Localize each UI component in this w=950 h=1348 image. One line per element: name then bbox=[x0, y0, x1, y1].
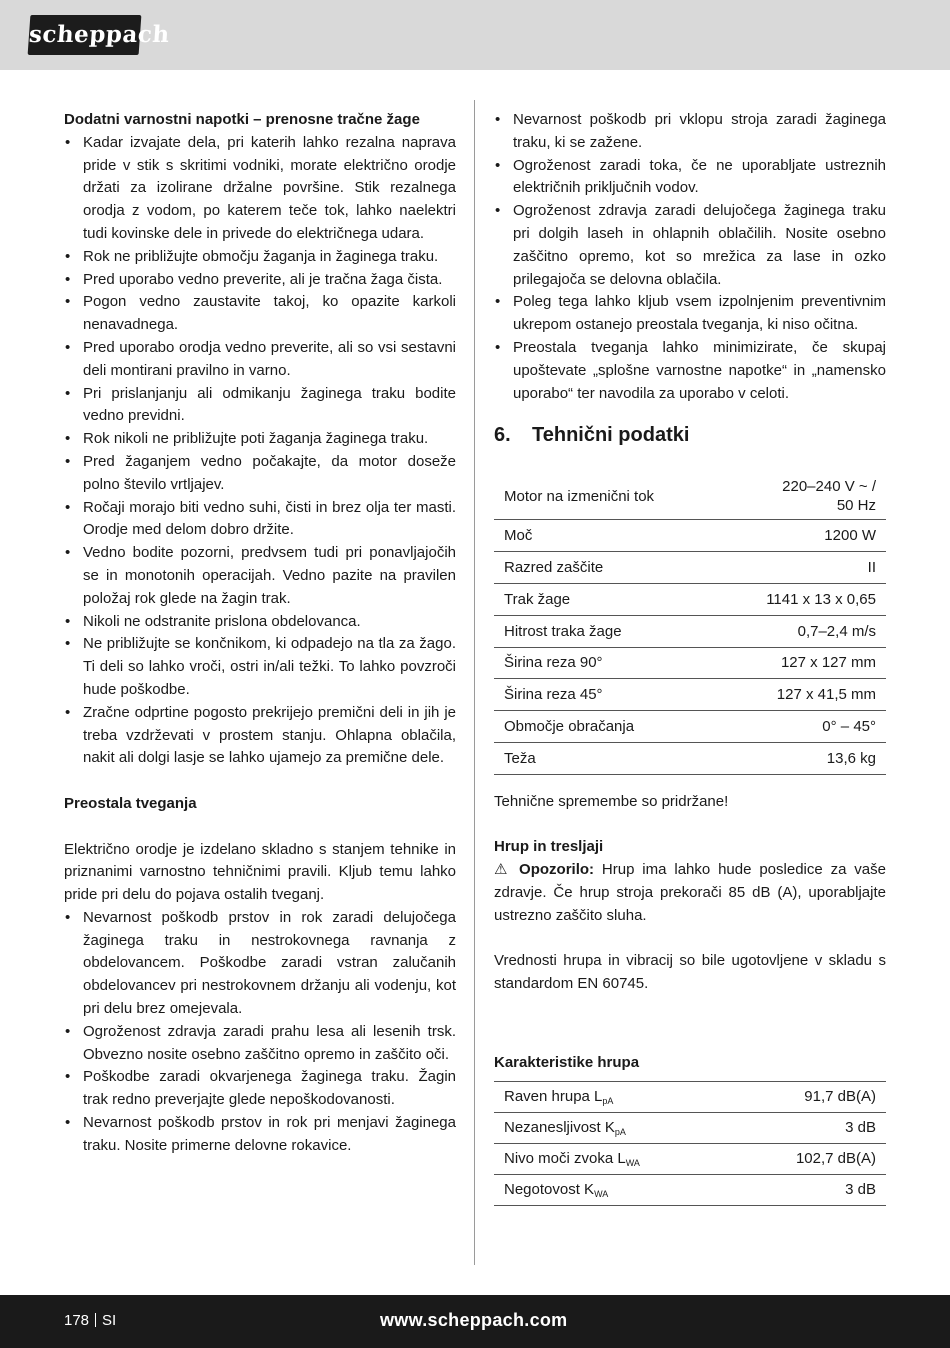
row-value: 13,6 kg bbox=[716, 742, 886, 774]
row-label bbox=[494, 1143, 733, 1174]
row-value: 1141 x 13 x 0,65 bbox=[716, 583, 886, 615]
noise-standard-text: Vrednosti hrupa in vibracij so bile ugotovljene v skladu s standardom EN 60745. bbox=[494, 952, 886, 993]
row-label bbox=[494, 1112, 733, 1143]
row-value: 102,7 dB(A) bbox=[733, 1143, 886, 1174]
list-item: • Vedno bodite pozorni, predvsem tudi pri ponavljajočih se in monotonih operacijah. Vedno pazite na pravilen položaj rok glede na žagin trak. bbox=[64, 542, 456, 610]
table-row bbox=[494, 583, 886, 615]
value-line: 220–240 V ~ / bbox=[782, 478, 876, 496]
row-label: Trak žage bbox=[494, 583, 716, 615]
row-value: 91,7 dB(A) bbox=[733, 1081, 886, 1112]
row-value: 0° – 45° bbox=[716, 711, 886, 743]
row-label: Motor na izmenični tok bbox=[494, 473, 716, 520]
row-label: Širina reza 45° bbox=[494, 679, 716, 711]
table-row bbox=[494, 473, 886, 520]
list-item: • Pogon vedno zaustavite takoj, ko opazite karkoli nenavadnega. bbox=[64, 291, 456, 337]
row-label: Območje obračanja bbox=[494, 711, 716, 743]
list-item: • Pred uporabo vedno preverite, ali je tračna žaga čista. bbox=[64, 269, 456, 292]
scheppach-logo: scheppach bbox=[28, 15, 142, 55]
table-row bbox=[494, 552, 886, 584]
row-value: 3 dB bbox=[733, 1174, 886, 1205]
row-value: 127 x 127 mm bbox=[716, 647, 886, 679]
label-text: Nivo moči zvoka L bbox=[504, 1150, 626, 1168]
row-label: Hitrost traka žage bbox=[494, 615, 716, 647]
label-text: Raven hrupa L bbox=[504, 1088, 603, 1106]
language-code: SI bbox=[102, 1312, 117, 1329]
table-row bbox=[494, 679, 886, 711]
right-column bbox=[494, 109, 886, 1206]
tech-data-heading bbox=[494, 421, 886, 449]
residual-risks-list-continued bbox=[494, 109, 886, 405]
row-value: 1200 W bbox=[716, 520, 886, 552]
label-subscript: WA bbox=[594, 1189, 609, 1200]
list-item: • Zračne odprtine pogosto prekrijejo premični deli in jih je treba vzdrževati v prostem stanju. Ohlapna oblačila, nakit ali dolgi lasje se lahko ujamejo za premične dele. bbox=[64, 702, 456, 770]
label-subscript: pA bbox=[614, 1127, 626, 1138]
row-value: II bbox=[716, 552, 886, 584]
list-item: • Ogroženost zdravja zaradi delujočega žaginega traku pri dolgih laseh in ohlapnih oblačilih. Nosite osebno zaščitno opremo, kot so mrežica za lase in ozko prilegajoča se delovna oblačila. bbox=[494, 200, 886, 291]
label-text: Negotovost K bbox=[504, 1181, 595, 1199]
divider bbox=[95, 1313, 96, 1327]
left-column bbox=[64, 109, 456, 1158]
section-title-residual-risks: Preostala tveganja bbox=[64, 794, 197, 812]
section-number: 6. bbox=[494, 424, 511, 447]
table-row bbox=[494, 615, 886, 647]
list-item: • Poleg tega lahko kljub vsem izpolnjenim preventivnim ukrepom ostanejo preostala tveganja, ki niso očitna. bbox=[494, 291, 886, 337]
list-item: • Pred uporabo orodja vedno preverite, ali so vsi sestavni deli montirani pravilno in varno. bbox=[64, 337, 456, 383]
list-item: • Pred žaganjem vedno počakajte, da motor doseže polno število vrtljajev. bbox=[64, 451, 456, 497]
label-subscript: pA bbox=[602, 1096, 614, 1107]
page-footer bbox=[0, 1295, 950, 1348]
table-row bbox=[494, 1174, 886, 1205]
noise-table bbox=[494, 1081, 886, 1206]
table-row bbox=[494, 520, 886, 552]
row-label: Širina reza 90° bbox=[494, 647, 716, 679]
list-item: • Nevarnost poškodb pri vklopu stroja zaradi žaginega traku, ki se zažene. bbox=[494, 109, 886, 155]
list-item: • Preostala tveganja lahko minimizirate, če skupaj upoštevate „splošne varnostne napotke“ in „namensko uporabo“ ter navodila za uporabo v celoti. bbox=[494, 337, 886, 405]
section-title-noise: Hrup in tresljaji bbox=[494, 838, 604, 856]
noise-warning bbox=[494, 859, 886, 927]
column-divider bbox=[474, 100, 475, 1265]
value-line: 50 Hz bbox=[836, 497, 876, 515]
row-value: 3 dB bbox=[733, 1112, 886, 1143]
residual-risks-list bbox=[64, 907, 456, 1158]
label-subscript: WA bbox=[625, 1158, 640, 1169]
website-link[interactable]: www.scheppach.com bbox=[380, 1310, 568, 1330]
row-label bbox=[494, 1174, 733, 1205]
row-value: 127 x 41,5 mm bbox=[716, 679, 886, 711]
list-item: • Ogroženost zaradi toka, če ne uporabljate ustreznih električnih priključnih vodov. bbox=[494, 155, 886, 201]
page-number-block bbox=[64, 1310, 116, 1332]
page-header bbox=[0, 0, 950, 70]
warning-triangle-icon: ⚠ bbox=[494, 861, 512, 879]
section-title-saw-safety: Dodatni varnostni napotki – prenosne tračne žage bbox=[64, 111, 420, 128]
table-row bbox=[494, 711, 886, 743]
row-value bbox=[716, 473, 886, 520]
list-item: • Pri prislanjanju ali odmikanju žaginega traku bodite vedno previdni. bbox=[64, 383, 456, 429]
row-label: Moč bbox=[494, 520, 716, 552]
table-row bbox=[494, 647, 886, 679]
list-item: • Kadar izvajate dela, pri katerih lahko rezalna naprava pride v stik s skritimi vodniki, morate električno orodje držati za izolirane držalne površine. Stik rezalnega orodja z vodom, po katerem teče tok, lahko naelektri tudi kovinske dele in privede do električnega udara. bbox=[64, 132, 456, 246]
row-value: 0,7–2,4 m/s bbox=[716, 615, 886, 647]
saw-safety-list bbox=[64, 132, 456, 770]
row-label bbox=[494, 1081, 733, 1112]
row-label: Razred zaščite bbox=[494, 552, 716, 584]
list-item: • Nevarnost poškodb prstov in rok zaradi delujočega žaginega traku in nestrokovnega ravnanja z obdelovancem. Poškodbe zaradi vstran zalučanih obdelovancev pri nestrokovnem držanju ali vodenju, kot pri delu brez omejevala. bbox=[64, 907, 456, 1021]
table-row bbox=[494, 1081, 886, 1112]
warning-text: Hrup ima lahko hude posledice za vaše zdravje. Če hrup stroja prekorači 85 dB (A), uporabljajte ustrezno zaščito sluha. bbox=[494, 861, 886, 924]
tech-note: Tehnične spremembe so pridržane! bbox=[494, 792, 729, 810]
list-item: • Nevarnost poškodb prstov in rok pri menjavi žaginega traku. Nosite primerne delovne rokavice. bbox=[64, 1112, 456, 1158]
table-row bbox=[494, 742, 886, 774]
list-item: • Rok ne približujte območju žaganja in žaginega traku. bbox=[64, 246, 456, 269]
tech-data-table bbox=[494, 473, 886, 774]
residual-risks-intro: Električno orodje je izdelano skladno s stanjem tehnike in priznanimi varnostno tehničnimi pravili. Kljub temu lahko pride pri delu do pojava ostalih tveganj. bbox=[64, 840, 456, 904]
page-number: 178 bbox=[64, 1312, 90, 1329]
list-item: • Ročaji morajo biti vedno suhi, čisti in brez olja ter masti. Orodje med delom dobro držite. bbox=[64, 497, 456, 543]
list-item: • Rok nikoli ne približujte poti žaganja žaginega traku. bbox=[64, 428, 456, 451]
table-row bbox=[494, 1112, 886, 1143]
list-item: • Ne približujte se končnikom, ki odpadejo na tla za žago. Ti deli so lahko vroči, ostri in/ali težki. To lahko povzroči hude poškodbe. bbox=[64, 633, 456, 701]
warning-label: Opozorilo: bbox=[519, 861, 595, 879]
list-item: • Nikoli ne odstranite prislona obdelovanca. bbox=[64, 611, 456, 634]
section-title: Tehnični podatki bbox=[532, 424, 690, 447]
table-row bbox=[494, 1143, 886, 1174]
list-item: • Ogroženost zdravja zaradi prahu lesa ali lesenih trsk. Obvezno nosite osebno zaščitno opremo in zaščito oči. bbox=[64, 1021, 456, 1067]
label-text: Nezanesljivost K bbox=[504, 1119, 615, 1137]
list-item: • Poškodbe zaradi okvarjenega žaginega traku. Žagin trak redno preverjajte glede nepoškodovanosti. bbox=[64, 1066, 456, 1112]
section-title-noise-characteristics: Karakteristike hrupa bbox=[494, 1053, 640, 1071]
row-label: Teža bbox=[494, 742, 716, 774]
